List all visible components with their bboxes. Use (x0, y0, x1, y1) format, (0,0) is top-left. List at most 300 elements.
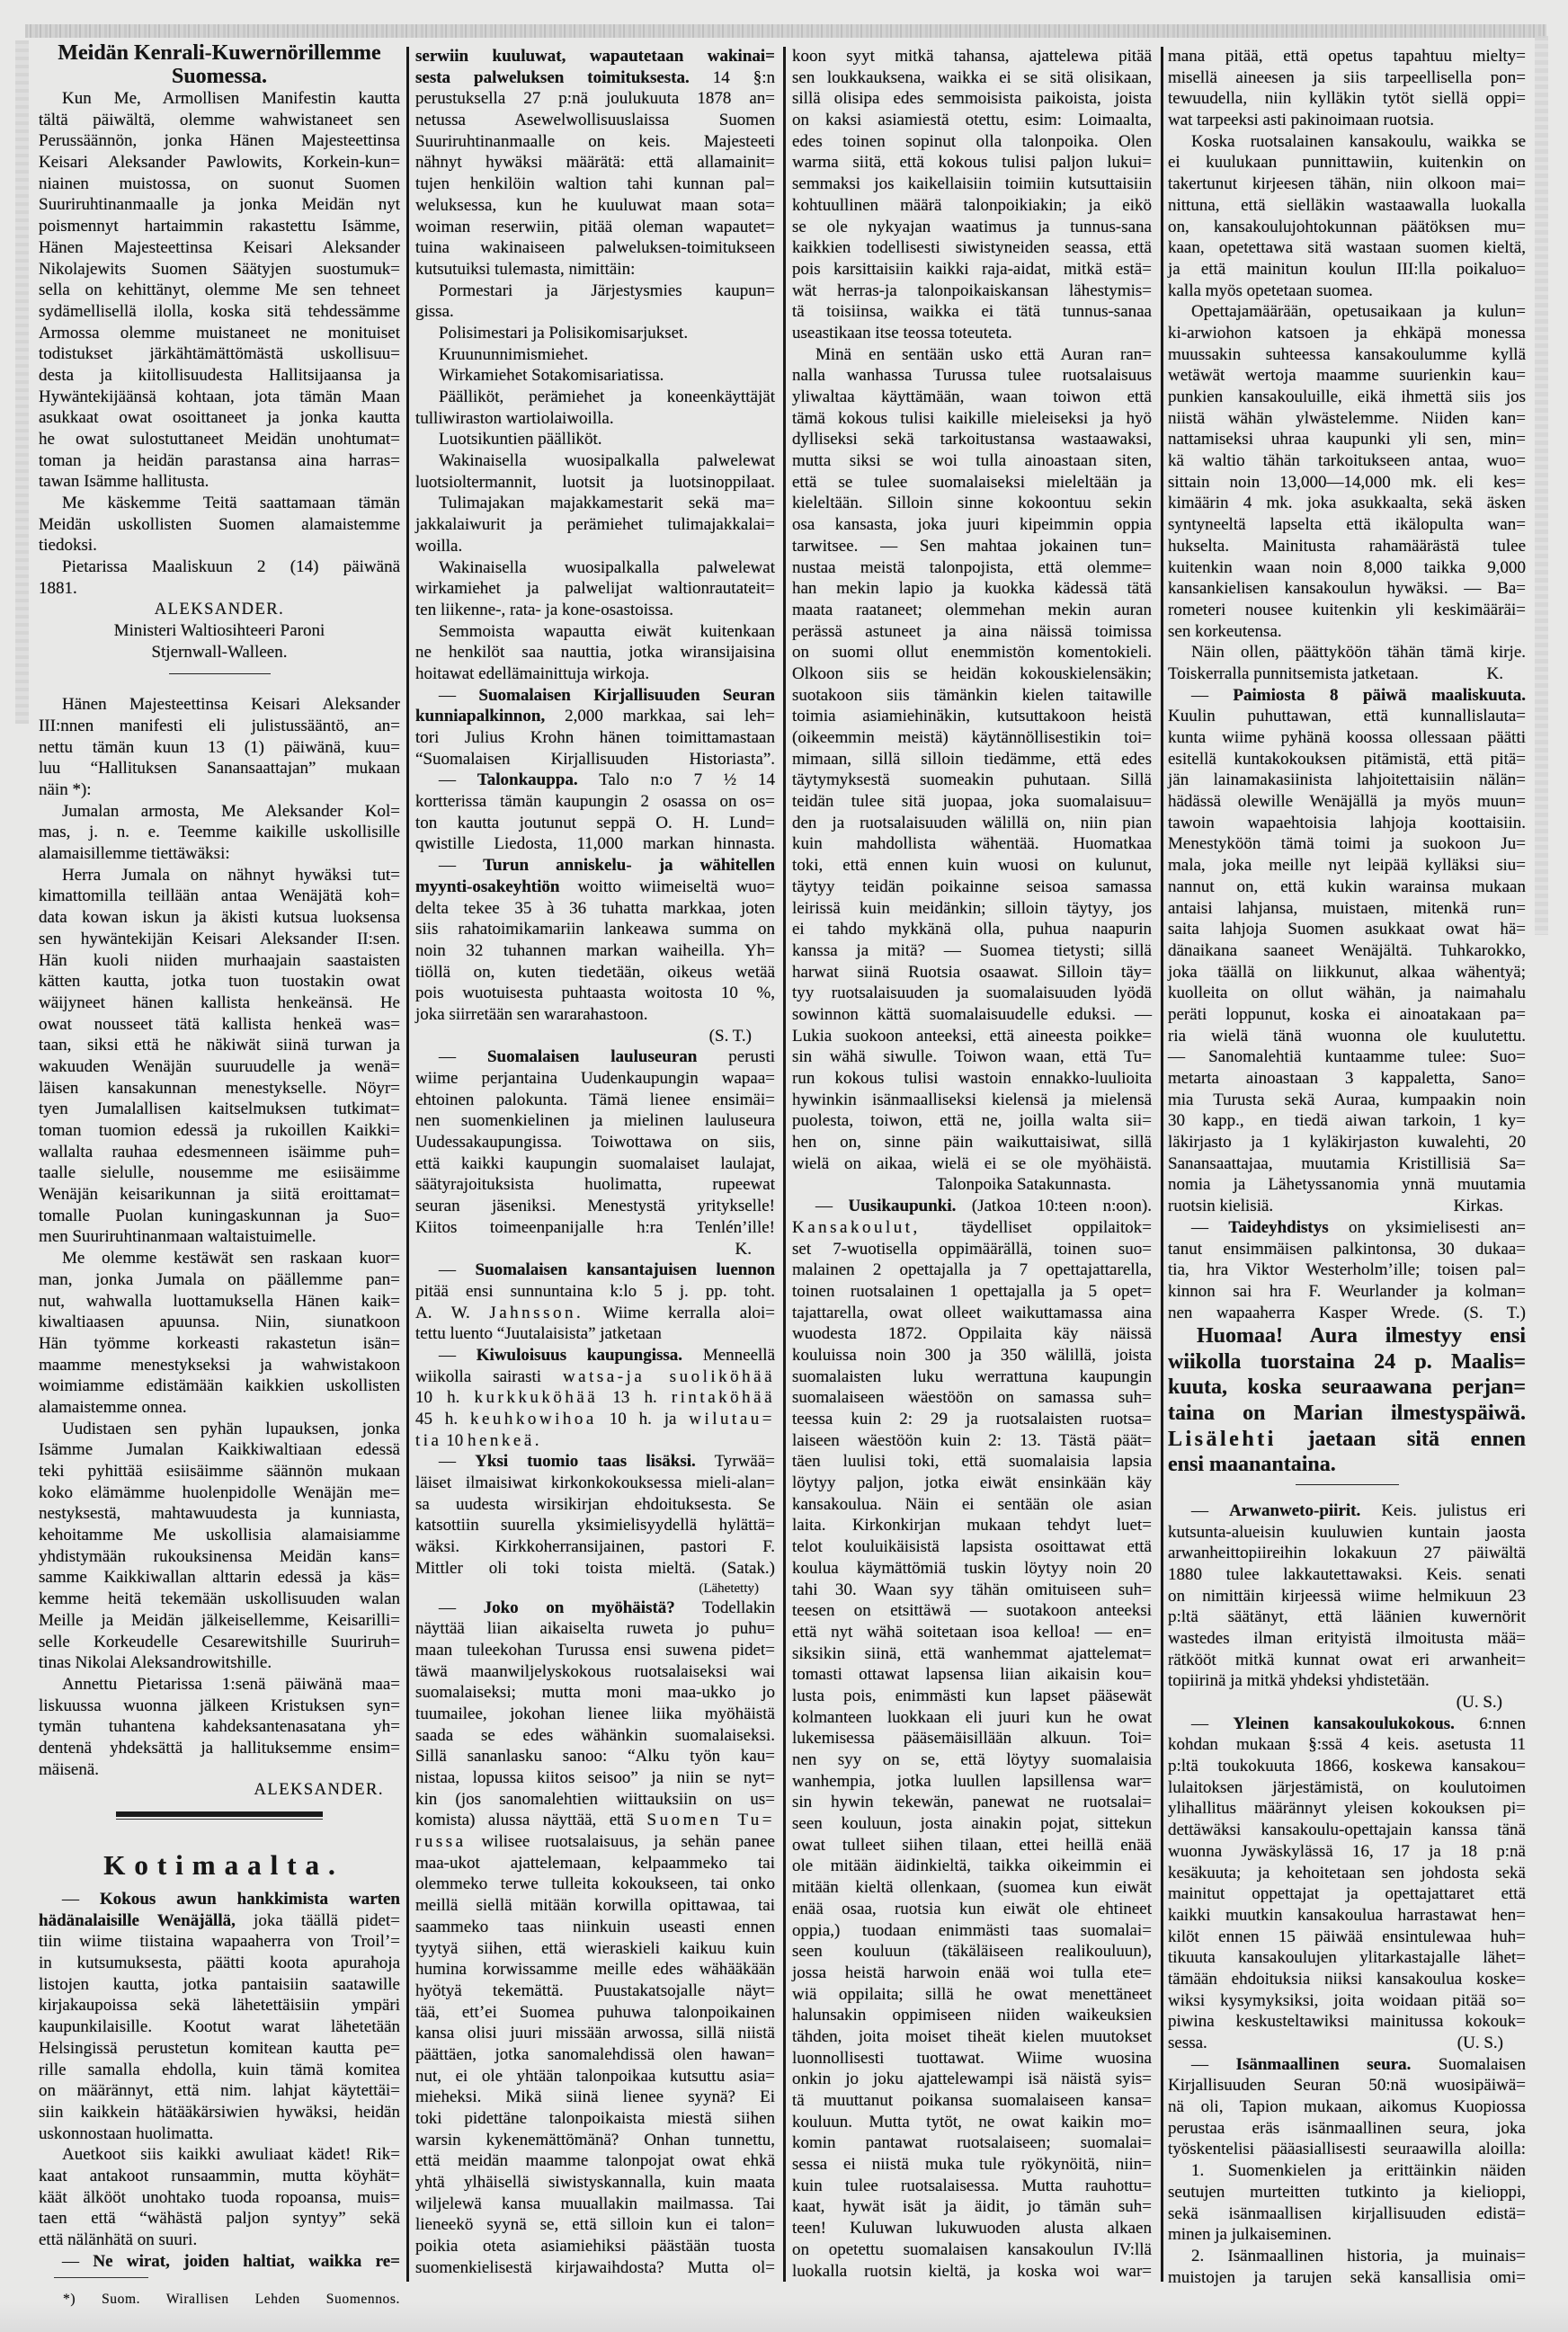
text-line: tettu luento “Juutalaisista” jatketaan (415, 1324, 662, 1344)
text-line: Armossa olemme muistaneet ne monituiset (39, 323, 400, 343)
paragraph (1168, 2160, 1526, 2246)
text-line: kuin mahdollista wähentää. Huomatkaa (792, 834, 1152, 854)
text-line: kaat antakoot runsaammin, mutta köyhät= (39, 2166, 400, 2185)
text-line: tarwitsee. — Sen mahtaa jokainen tun= (792, 536, 1152, 556)
text-line: tuina wakinaiseen palweluksen-toimitukseen (415, 238, 775, 258)
text-line: liskuussa wuonna jälkeen Kristuksen syn= (39, 1696, 400, 1715)
text-line: Jumalan armosta, Me Aleksander Kol= (62, 801, 400, 821)
text-line: wäijyneet hänen kallista henkeänsä. He (39, 992, 400, 1012)
text-run: 10 h. (415, 1388, 475, 1408)
text-run: — (1191, 1713, 1234, 1733)
text-line: piwina keskusteltawiksi mainitussa kokouk= (1168, 2012, 1526, 2032)
text-line (1168, 1713, 1526, 1735)
text-run: wilisee ruotsalaisuus, ja sehän panee (466, 1832, 775, 1852)
paragraph (39, 1419, 400, 1674)
paragraph (39, 801, 400, 865)
text-line: p:ltä toukokuuta 1866, koskewa kansakou= (1168, 1757, 1526, 1776)
scan-right-edge (1535, 36, 1548, 935)
spaced-emphasis-run: watsa-ja suoliköhää (562, 1366, 775, 1386)
text-line: Me käskemme Teitä saattamaan tämän (62, 494, 400, 513)
text-line: — Sanomalehtiä kuntaamme tulee: Suo= (1168, 1047, 1526, 1067)
text-line (415, 1387, 775, 1409)
text-line: Päälliköt, perämiehet ja koneenkäyttäjät (439, 387, 775, 406)
text-line: Meille ja Meidän jälkeisellemme, Keisarilli= (39, 1610, 400, 1630)
bold-headline-run: Taideyhdistys (1228, 1217, 1329, 1237)
text-line: uskonnostaan huolimatta. (39, 2123, 214, 2143)
text-line: kieleltään. Silloin sinne kokoontuu sekin (792, 494, 1152, 513)
text-line: siksikin siinä, että wanhemmat ajattelemat= (792, 1643, 1152, 1663)
paragraph (415, 344, 775, 366)
text-run: joka täällä pidet= (235, 1910, 400, 1930)
text-line: taen että “wähästä paljon syntyy” sekä (39, 2209, 400, 2229)
text-line: oppia,) tuodaan enimmästi taas suomalai= (792, 1920, 1152, 1940)
text-line (1168, 685, 1526, 707)
text-line: weluksessa, kun he kuuluwat maan sota= (415, 195, 775, 215)
bold-headline-run: myynti-osakeyhtiön (415, 877, 560, 896)
text-line: kilöt ennen 15 päiwää ensintulewaa huh= (1168, 1927, 1526, 1946)
text-line (415, 46, 775, 67)
paragraph (1168, 2246, 1526, 2288)
text-line: komin pantawat ruotsalaiseen; suomalai= (792, 2133, 1152, 2153)
text-line: Perussäännön, jonka Hänen Majesteettinsa (39, 131, 400, 151)
text-line: tähden, joita moiset tiheät kielen muutokset (792, 2026, 1152, 2046)
text-line: koko elämämme huolenpidolle Wenäjän me= (39, 1482, 400, 1502)
bold-headline-run: Suomalaisen Kirjallisuuden Seuran (478, 685, 775, 705)
text-line: muussakin suhteessa kansakoulumme kyllä (1168, 344, 1526, 364)
text-line: sin hywin tekewän, panewat ne ruotsalai= (792, 1793, 1152, 1812)
text-line: hyötyä tekemättä. Puustakatsojalle näyt= (415, 1980, 775, 2000)
divider (1168, 1484, 1526, 1500)
text-line: wuodesta 1872. Oppilaita käy näissä (792, 1324, 1152, 1344)
text-line: jakkalaiwurit ja perämiehet tulimajakkalai= (415, 515, 775, 535)
text-line: takertunut kirjeesen tähän, niin olkoon mai= (1168, 174, 1526, 194)
spaced-emphasis-run: henkeä. (468, 1430, 543, 1450)
text-line: sessa ei niistä muka tule ryökynöitä, niin= (792, 2155, 1152, 2175)
text-line: Kotimaalta. (103, 1849, 344, 1881)
text-run: Toiskerralla punnitsemista jatketaan. (1168, 663, 1419, 683)
text-line: täen luulisi toki, että suomalaisia lapsia (792, 1452, 1152, 1472)
text-line: nen syy on se, että löytyy suomalaisia (792, 1750, 1152, 1769)
text-line: Minä en sentään usko että Auran ran= (815, 344, 1152, 364)
bold-headline-run: Paimiosta 8 päiwä maaliskuuta. (1233, 685, 1526, 705)
text-line: pitää ensi sunnuntaina k:lo 5 j. pp. toht. (415, 1281, 775, 1301)
text-line: mana pitää, että opetus tapahtuu mielty= (1168, 47, 1526, 66)
text-line: mala, joka meille nyt leipää kylläksi siu= (1168, 856, 1526, 876)
paragraph (39, 1889, 400, 2144)
text-line: ja että mainitun koulun III:lla poikaluo= (1168, 259, 1526, 279)
text-line: Tulimajakan majakkamestarit sekä ma= (439, 494, 775, 513)
text-line: men Suuriruhtinanmaan waltaistuimelle. (39, 1227, 316, 1247)
text-line: wuonna Jywäskylässä 16, 17 ja 18 p:nä (1168, 1841, 1526, 1861)
text-line: Nikolajewits Suomen Säätyjen suostumuk= (39, 259, 400, 279)
text-line: 30 kapp., en tiedä aiwan tarkoin, 1 ky= (1168, 1111, 1526, 1131)
text-line: wakuuden Wenäjän suuruudelle ja wenä= (39, 1056, 400, 1076)
bold-headline-run: Kokous awun hankkimista warten (100, 1890, 400, 1909)
text-line: rille samalla ehdolla, kuin tämä komitea (39, 2060, 400, 2079)
text-run: — (439, 856, 484, 876)
paragraph (415, 493, 775, 556)
text-line: hen on, sinne päin waikuttaisiwat, sillä (792, 1133, 1152, 1153)
scan-top-edge (25, 24, 1546, 38)
text-line: tuumailee, jokohan lienee liika myöhäistä (415, 1704, 775, 1723)
footnote (39, 2290, 400, 2310)
text-line: wanhempia, jotka luullen lapsillensa war= (792, 1771, 1152, 1791)
text-line: Keisari Aleksander Pawlowits, Korkein-kun= (39, 153, 400, 173)
text-line: kuitenkin waan noin 8,000 taikka 9,000 (1168, 557, 1526, 577)
text-run: — (1191, 1500, 1230, 1520)
text-run: wiikolla sairasti (415, 1366, 563, 1386)
text-line: ei kuulukaan punnittawiin, kuitenkin on (1168, 153, 1526, 173)
text-line: harwat siinä Ruotsia osaawat. Silloin täy= (792, 962, 1152, 982)
text-line: kunta wiime pyhänä koossa ollessaan päätti (1168, 728, 1526, 747)
text-line: yhdistymään rukouksinensa Meidän kans= (39, 1546, 400, 1566)
text-line: Opettajamäärään, opetusaikaan ja kulun= (1191, 302, 1526, 322)
text-line: Lukia suokoon anteeksi, että aineesta poikke= (792, 1026, 1152, 1046)
rule-line (169, 673, 271, 675)
text-line: saada se edes wähänkin suomalaiseksi. (415, 1725, 775, 1745)
text-line: kouluun. Mutta tytöt, ne owat kaikin mo= (792, 2112, 1152, 2132)
text-line: suomalaiseksi; mutta moni maa-ukko jo (415, 1683, 775, 1703)
text-line: halunsakin oppimiseen niiden waikeuksien (792, 2006, 1152, 2025)
text-line (1168, 1500, 1526, 1522)
text-line: mäisenä. (39, 1759, 100, 1779)
column-rule (406, 47, 409, 2282)
text-line: metarta ainoastaan 3 kappaletta, Sano= (1168, 1069, 1526, 1088)
text-line: Helsingissä perustetun komitean kautta pe= (39, 2038, 400, 2058)
text-line: woilla. (415, 536, 463, 556)
paragraph (39, 556, 400, 599)
text-line (1168, 1196, 1526, 1217)
text-line: netussa Asewelwollisuuslaissa Suomen (415, 111, 775, 130)
text-line: Ministeri Waltiosihteeri Paroni (113, 621, 325, 641)
text-line: seen kouluun, josta ainakin pojat, sittekun (792, 1814, 1152, 1834)
column-rule (783, 47, 786, 2282)
text-line: wät herras-ja talonpoikaiskansan lähestymis= (792, 280, 1152, 300)
centered-text (39, 620, 400, 663)
text-line: tä muuttanut poikansa suomalaiseen kansa= (792, 2091, 1152, 2110)
text-line: luotsioltermannit, luotsit ja luotsinoppilaat. (415, 472, 775, 492)
text-run: sessa. (1168, 2034, 1207, 2052)
text-line: Kiitos toimeenpanijalle h:ra Tenlén’ille! (415, 1217, 775, 1237)
text-line: p:ltä säätänyt, että läänien kuwernörit (1168, 1607, 1526, 1627)
text-line: toki, että ennen kuin wuosi on kulunut, (792, 856, 1152, 876)
text-line: on kaksi asiamiestä otettu, esim: Loimaalta, (792, 111, 1152, 130)
text-line (1168, 2033, 1526, 2054)
paragraph (415, 387, 775, 429)
text-line: data kowan iskun ja äkisti kutsua luoksensa (39, 908, 400, 928)
text-line: wastedes ilman erityistä ilmoitusta mää= (1168, 1628, 1526, 1648)
paragraph (39, 493, 400, 556)
text-line: Stjernwall-Walleen. (151, 642, 288, 662)
text-line: joka siirretään sen wararahastoon. (415, 1004, 648, 1024)
paragraph (39, 865, 400, 1248)
text-line: wiksi kysymyksiksi, joita woidaan pitää so= (1168, 1990, 1526, 2010)
text-line: nomia ja Lähetyssanomia ynnä muutamia (1168, 1175, 1526, 1195)
text-run: ruotsin kielisiä. (1168, 1197, 1274, 1216)
text-line: Luotsikuntien päälliköt. (439, 430, 602, 449)
attribution (415, 1239, 775, 1260)
text-line (415, 685, 775, 707)
text-line: mimaan, sillä silloin tiedämme, että edes (792, 749, 1152, 769)
text-run: woitto wiimeiseltä wuo= (559, 877, 775, 896)
text-line: löytyy paljon, jotka eiwät ensinkään käy (792, 1473, 1152, 1493)
text-line: kaat, hywät isät ja äidit, jo tämän suh= (792, 2197, 1152, 2217)
text-line: Suuriruhtinanmaalle ja jonka Meidän nyt (39, 195, 400, 215)
text-line: jossa heistä harwoin enää woi tulla ete= (792, 1963, 1152, 1982)
text-line: sekä isänmaallisen kirjallisuuden edistä= (1168, 2203, 1526, 2223)
paragraph (1168, 642, 1526, 684)
text-line: Sillä sananlasku sanoo: “Alku työn kau= (415, 1747, 775, 1767)
text-line: työskentelisi pääasiallisesti seuraawilla aloilla: (1168, 2140, 1526, 2159)
spaced-emphasis-run: Jahnsson. (489, 1303, 584, 1322)
text-line (415, 1345, 775, 1366)
text-line: sella on kehittänyt, olemme Me sen tehneet (39, 280, 400, 300)
text-line: kehoitamme Me uskollisia alamaisiamme (39, 1526, 400, 1545)
text-line: toinen ruotsalainen 1 opettajalla ja 5 opet= (792, 1281, 1152, 1301)
text-run: 14 §:n (689, 67, 776, 87)
bold-headline-run: Arwanweto-piirit. (1229, 1500, 1361, 1520)
attribution (1168, 1692, 1526, 1713)
text-line: kohdan mukaan §:ssä 4 keis. asetusta 11 (1168, 1735, 1526, 1755)
text-line: hädässä olewille Wenäjällä ja myös muun= (1168, 792, 1526, 812)
text-run: — (1191, 685, 1234, 705)
text-line: selle Korkeudelle Cesarewitshille Suuriruh= (39, 1632, 400, 1651)
column-4 (1168, 46, 1526, 2288)
paragraph (39, 1248, 400, 1419)
text-line: onkin jo joku ajattelewampi isä näistä syis= (792, 2069, 1152, 2089)
text-line (415, 1430, 775, 1452)
spaced-emphasis-run: wilutau= (689, 1410, 775, 1429)
text-line: teki pyhittää esiisäimme säännön mukaan (39, 1462, 400, 1481)
text-line: kirjakaupoissa sekä lähetettäisiin ympäri (39, 1996, 400, 2016)
text-line (415, 1810, 775, 1831)
text-line: suotakoon siis tämänkin kielen taitawille (792, 685, 1152, 705)
text-line: dänaikana saaneet Wenäjältä. Tuhkarokko, (1168, 940, 1526, 960)
text-line: samme Kaikkiwallan alttarin edessä ja käs= (39, 1568, 400, 1588)
text-line: muistojen ja tarujen sekä kansallisia omi= (1168, 2267, 1526, 2287)
text-line: on, kansakoulujohtokunnan päätöksen mu= (1168, 217, 1526, 236)
text-line: nannut on, että kukin warainsa mukaan (1168, 877, 1526, 896)
text-line: nalla wanhassa Turussa tulee ruotsalaisuus (792, 366, 1152, 386)
rule-line (1296, 1484, 1399, 1486)
text-line: kolmanteen luokkaan eli juuri kun he owat (792, 1707, 1152, 1727)
paragraph (792, 46, 1152, 344)
text-line: luokalla ruotsin kieltä, ja koska woi war= (792, 2261, 1152, 2281)
text-line: ehtoinen palokunta. Tämä lienee ensimäi= (415, 1090, 775, 1109)
paragraph (415, 855, 775, 1026)
paragraph (1168, 1217, 1526, 1323)
text-line: Hän työmme korkeasti rakastetun isän= (39, 1333, 400, 1353)
paragraph (792, 1196, 1152, 2282)
text-run: (Jatkoa 10:teen n:oon). (956, 1197, 1152, 1216)
text-line: todistukset järkähtämättömästä uskollisuu= (39, 344, 400, 364)
paragraph (1168, 2054, 1526, 2160)
text-line: tahi 30. Waan syy tähän omituiseen suh= (792, 1580, 1152, 1599)
text-line: Annettu Pietarissa 1:senä päiwänä maa= (62, 1674, 400, 1694)
text-line: suomenkielisestä kirjawaihdosta? Mutta ol= (415, 2257, 775, 2277)
text-line: tewuudella, niin kylläkin tytöt siellä oppi= (1168, 89, 1526, 109)
text-line: nestyksestä, mahtawuudesta ja kunniasta, (39, 1504, 400, 1524)
text-line: owat nousseet tätä kallista henkeä was= (39, 1014, 400, 1034)
text-line: minen ja julkaiseminen. (1168, 2225, 1332, 2245)
text-line: tämään ehdoituksia niiksi kansakoulua koske= (1168, 1969, 1526, 1989)
text-line: 1881. (39, 578, 77, 598)
text-line: kiwaltiaasen apuunsa. Niin, siunatkoon (39, 1313, 400, 1332)
text-line: kimattomilla teillään antaa Wenäjätä koh= (39, 886, 400, 906)
text-line: kuin tulee ruotsalaisessa. Mutta rauhottu= (792, 2176, 1152, 2195)
column-1 (39, 42, 400, 2310)
text-line: Suomessa. (171, 64, 268, 88)
text-line: tawoin wapaehtoisia lahjoja koottaisiin. (1168, 813, 1526, 832)
text-line: gissa. (415, 302, 454, 322)
text-line: mitään kieltä ollenkaan, (suomea kun eiwät (792, 1878, 1152, 1898)
text-line: siis rahatoimikamariin lankeawa summa on (415, 920, 775, 939)
text-line: läiset ilmaisiwat kirkonkokouksessa mieli-alan= (415, 1473, 775, 1493)
paragraph (415, 685, 775, 770)
article-title (39, 42, 400, 88)
paragraph (415, 557, 775, 621)
text-line: tanut ensimmäisen palkintonsa, 30 dukaa= (1168, 1239, 1526, 1259)
column-3 (792, 46, 1152, 2282)
text-line: mutta siksi se woi tulla ainoastaan siten, (792, 451, 1152, 471)
text-line: Huomaa! Aura ilmestyy ensi (1197, 1324, 1526, 1348)
signature (39, 1780, 400, 1802)
text-line: nä oli, Tapion mukaan, aikomus Kuopiossa (1168, 2097, 1526, 2117)
text-line: kanssa ja mitä? — Suomea tietysti; sillä (792, 940, 1152, 960)
text-line: mia Turusta sekä Auraa, kumpaakin noin (1168, 1090, 1526, 1109)
text-line: telot kouluikäisistä lapsista osoittawat että (792, 1537, 1152, 1557)
text-line (415, 877, 775, 898)
text-line: niainen muistossa, on suonut Suomen (39, 174, 400, 193)
text-line: delta tekee 35 à 36 tuhatta markkaa, joten (415, 898, 775, 918)
text-line: laiseen wäestöön kuin 2: 13. Tästä päät= (792, 1430, 1152, 1450)
paragraph (39, 2144, 400, 2250)
text-line: Talonpoika Satakunnasta. (936, 1175, 1111, 1195)
text-run: — (439, 1345, 477, 1365)
bold-headline-run: Yleinen kansakoulukokous. (1233, 1713, 1455, 1733)
paragraph (415, 1259, 775, 1345)
text-line: sittain noin 13,000—14,000 mk. eli kes= (1168, 472, 1526, 492)
text-line: tawan Isämme hallitusta. (39, 472, 209, 492)
text-line: ole mitään äidinkieltä, taikka oikeimmin ei (792, 1856, 1152, 1876)
text-line: seuran jäseniksi. Menestystä yritykselle! (415, 1197, 775, 1216)
text-line: 1. Suomenkielen ja erittäinkin näiden (1191, 2161, 1526, 2181)
text-line: asukkaat owat osoittaneet ja jonka kautta (39, 408, 400, 428)
text-line: Wakinaisella wuosipalkalla palwelewat (439, 451, 775, 471)
text-run: — (439, 770, 477, 790)
text-line: kuolleita on ollut wähän, ja naimahalu (1168, 984, 1526, 1003)
text-line: hoitawat edellämainittuja wirkoja. (415, 663, 650, 683)
text-line: alamaisillemme tiettäwäksi: (39, 844, 230, 864)
text-run: — (439, 1047, 487, 1067)
paragraph (415, 365, 775, 387)
text-line: nattamiseksi uhraa kaupunki yli sen, min= (1168, 430, 1526, 449)
text-line: Semmoista wapautta eiwät kuitenkaan (439, 621, 775, 641)
text-line: sen hywäntekijän Keisari Aleksander II:sen. (39, 929, 400, 948)
text-line: antaisi lahjansa, muistaen, mitenkä run= (1168, 898, 1526, 918)
text-line: sowinnon kättä suomalaisuudelle eduksi. — (792, 1004, 1152, 1024)
text-line (415, 1451, 775, 1473)
text-line: seen kouluun (täkäläiseen realikouluun), (792, 1942, 1152, 1962)
text-line: wiime perjantaina Uudenkaupungin wapaa= (415, 1069, 775, 1088)
section-divider (39, 1811, 400, 1842)
text-line: misellä aineesen ja siis tarpeellisella pon= (1168, 67, 1526, 87)
spaced-emphasis-run: Kansakoulut, (792, 1217, 921, 1237)
text-line: yhtä ylhäisellä siwistyskannalla, kuin maata (415, 2173, 775, 2193)
text-run: 45 h. (415, 1410, 470, 1429)
text-line: näin *): (39, 780, 92, 799)
text-line: että kaikki kaupungin suomalaiset laulajat, (415, 1153, 775, 1173)
text-line: wiljelewä kansa muuallakin mailmassa. Tai (415, 2194, 775, 2213)
text-line: pois wuotuisesta puhtaasta woitosta 10 %, (415, 984, 775, 1003)
text-line: kaupunkilaisille. Kootut warat lähetetään (39, 2017, 400, 2037)
text-line: lusta pois, enimmästi kun lapset pääsewät (792, 1686, 1152, 1705)
spaced-emphasis-run: Suomen Tu= (646, 1811, 775, 1830)
text-line: Meidän uskollisten Suomen alamaistemme (39, 514, 400, 534)
attribution: (U. S.) (1457, 2034, 1503, 2052)
text-line: kätten kautta, jotka tuon tuostakin owat (39, 972, 400, 992)
text-line: kimäärin 4 mk. joka asukkaalta, sekä äsken (1168, 494, 1526, 513)
text-line: topiirinä ja mitkä yhdeksi yhdistetään. (1168, 1671, 1430, 1691)
attribution (415, 1026, 775, 1047)
bold-headline-run: Kiwuloisuus kaupungissa. (476, 1345, 683, 1365)
text-line: se ole nykyajan waatimus ja tunnus-sana (792, 217, 1152, 236)
text-line: ylihallitus määrännyt yleisen kokouksen pi= (1168, 1799, 1526, 1819)
text-line: ki-arwiohon katsoen ja ehkäpä monessa (1168, 323, 1526, 343)
text-line: enää osaa, ruotsia kun eiwät ole ehtineet (792, 1899, 1152, 1918)
text-line: Hywäntekijäänsä kohtaan, jota tämän Maan (39, 387, 400, 406)
text-line: teessa kuin 2: 29 ja ruotsalaisten ruotsa= (792, 1410, 1152, 1429)
text-line: nustaa meistä talonpojista, että olemme= (792, 557, 1152, 577)
text-line (1168, 1217, 1526, 1239)
text-line: III:nnen manifesti eli julistussääntö, an= (39, 716, 400, 735)
scan-left-edge (15, 40, 29, 724)
paragraph (415, 450, 775, 493)
text-line: tyen Jumalallisen kaitselmuksen tutkimat= (39, 1099, 400, 1119)
text-line: ensi maanantaina. (1168, 1453, 1336, 1477)
text-line: “Suomalaisen Kirjallisuuden Historiasta”. (415, 749, 775, 769)
text-line (39, 2251, 400, 2273)
bold-headline-run: Ne wirat, joiden haltiat, waikka re= (93, 2251, 400, 2271)
paragraph (1168, 131, 1526, 302)
text-line: Wenäjän keisarikunnan ja siitä eroittamat= (39, 1185, 400, 1205)
text-line: luonnollisesti tuottawat. Wiime wuosina (792, 2048, 1152, 2068)
text-line: nut, ei ole yhtään talonpoikaa kutsuttu asia= (415, 2066, 775, 2086)
text-line (792, 1217, 1152, 1239)
bold-headline-run: hädänalaisille Wenäjällä, (39, 1910, 236, 1930)
text-line: nen wapaaherra Kasper Wrede. (S. T.) (1168, 1303, 1526, 1322)
text-line: pois karsittaisiin kaikki raja-aidat, mitkä estä= (792, 259, 1152, 279)
text-line: saammeko taas niinkuin useasti ennen (415, 1917, 775, 1936)
text-line: noin 32 tuhannen markan waiheilla. Yh= (415, 940, 775, 960)
text-run: komista) alussa näyttää, että (415, 1811, 647, 1830)
text-line: wiä oppilaita; sillä he owat menettäneet (792, 1984, 1152, 2004)
text-line: leirissä kuin meidänkin; silloin täytyy, jos (792, 898, 1152, 918)
paragraph (415, 1598, 775, 2279)
text-run: — (62, 2251, 94, 2271)
text-line: jän lainamakasiinista lahjoitettaisiin nälän= (1168, 770, 1526, 790)
text-line: täytymyksestä suomeakin puhutaan. Sillä (792, 770, 1152, 790)
text-line: niistä wähän ylwästelemme. Niiden kan= (1168, 408, 1526, 428)
text-line: rätkööt mitkä kunnat owat eri arwanheit= (1168, 1650, 1526, 1669)
paragraph (415, 621, 775, 685)
text-line: tä toisiinsa, waikka ei tätä tunnus-sanaa (792, 302, 1152, 322)
text-run: 2,000 markkaa, sai leh= (545, 707, 775, 726)
paragraph (1168, 46, 1526, 131)
text-line (39, 1889, 400, 1910)
text-line: tomalle Puolan kuningaskunnan ja Suo= (39, 1206, 400, 1225)
text-line: suomalaiseen wäestöön on samassa suh= (792, 1388, 1152, 1408)
